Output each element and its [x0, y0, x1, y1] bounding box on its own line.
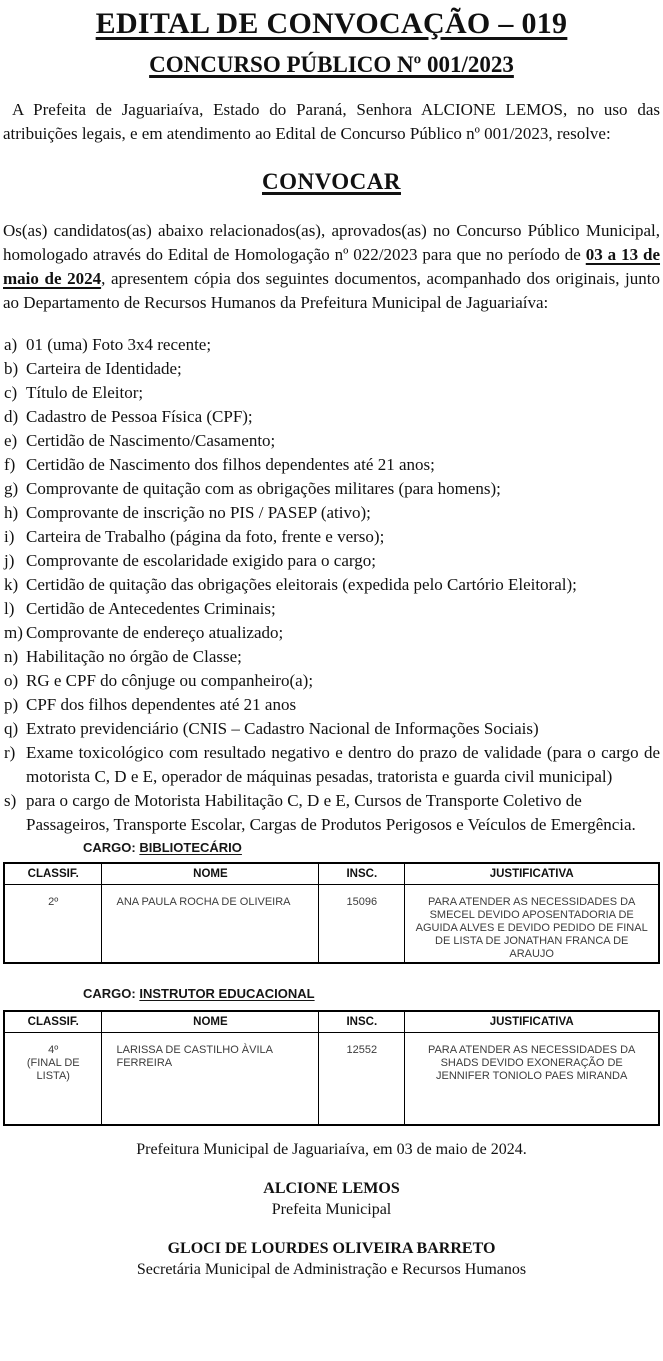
cell-classif: 4º (FINAL DE LISTA) — [4, 1033, 102, 1126]
documents-list — [3, 333, 660, 837]
cargo-heading — [83, 986, 660, 1001]
intro-paragraph: A Prefeita de Jaguariaíva, Estado do Paraná, Senhora ALCIONE LEMOS, no uso das atribuições legais, e em atendimento ao Edital de Concurso Público nº 001/2023, resolve: — [3, 100, 660, 143]
cargo-section — [3, 840, 660, 964]
list-item-letter: b) — [4, 359, 19, 378]
list-item — [3, 741, 660, 789]
cargo-section — [3, 986, 660, 1126]
cargo-table — [3, 862, 660, 964]
list-item-text: Título de Eleitor; — [26, 383, 144, 402]
convocar-heading-text: CONVOCAR — [262, 169, 401, 194]
list-item-text: Certidão de quitação das obrigações eleitorais (expedida pelo Cartório Eleitoral); — [26, 575, 577, 594]
table-row — [4, 1033, 659, 1126]
list-item-letter: l) — [4, 599, 15, 618]
list-item-text: para o cargo de Motorista Habilitação C, D e E, Cursos de Transporte Coletivo de Passageiros, Transporte Escolar, Cargas de Produtos Perigosos e Veículos de Emergência. — [26, 791, 636, 834]
list-item-text: Certidão de Antecedentes Criminais; — [26, 599, 276, 618]
column-header: JUSTIFICATIVA — [405, 863, 659, 885]
list-item-letter: f) — [4, 455, 16, 474]
list-item — [3, 645, 660, 669]
list-item — [3, 405, 660, 429]
table-header-row — [4, 863, 659, 885]
list-item-letter: q) — [4, 719, 19, 738]
list-item — [3, 501, 660, 525]
table-row — [4, 885, 659, 964]
list-item-letter: a) — [4, 335, 18, 354]
list-item — [3, 429, 660, 453]
signature-name: GLOCI DE LOURDES OLIVEIRA BARRETO — [167, 1240, 496, 1257]
list-item-letter: o) — [4, 671, 19, 690]
place-date: Prefeitura Municipal de Jaguariaíva, em 03 de maio de 2024. — [136, 1141, 527, 1158]
list-item — [3, 573, 660, 597]
list-item-letter: i) — [4, 527, 15, 546]
column-header: INSC. — [319, 863, 405, 885]
signatures — [3, 1178, 660, 1280]
column-header: NOME — [102, 1011, 319, 1033]
cell-justificativa: PARA ATENDER AS NECESSIDADES DA SMECEL DEVIDO APOSENTADORIA DE AGUIDA ALVES E DEVIDO PEDIDO DE FINAL DE LISTA DE JONATHAN FRANCA DE ARAUJO — [405, 885, 659, 964]
cargo-label: CARGO: — [83, 840, 136, 855]
list-item-text: 01 (uma) Foto 3x4 recente; — [26, 335, 212, 354]
list-item — [3, 597, 660, 621]
list-item — [3, 525, 660, 549]
list-item-text: Certidão de Nascimento/Casamento; — [26, 431, 276, 450]
column-header: NOME — [102, 863, 319, 885]
signature-block — [3, 1178, 660, 1220]
list-item — [3, 549, 660, 573]
list-item — [3, 693, 660, 717]
list-item-text: Habilitação no órgão de Classe; — [26, 647, 242, 666]
body-text-post: , apresentem cópia dos seguintes documentos, acompanhado dos originais, junto ao Departamento de Recursos Humanos da Prefeitura Municipal de Jaguariaíva: — [3, 269, 660, 312]
cargo-sections — [3, 840, 660, 1126]
list-item-text: RG e CPF do cônjuge ou companheiro(a); — [26, 671, 314, 690]
list-item — [3, 453, 660, 477]
cell-insc: 12552 — [319, 1033, 405, 1126]
list-item-text: Carteira de Trabalho (página da foto, frente e verso); — [26, 527, 385, 546]
list-item-text: Certidão de Nascimento dos filhos dependentes até 21 anos; — [26, 455, 435, 474]
convocation-period: 03 a 13 de maio de 2024 — [3, 245, 661, 288]
column-header: CLASSIF. — [4, 1011, 102, 1033]
signature-role: Secretária Municipal de Administração e Recursos Humanos — [136, 1261, 527, 1278]
column-header: INSC. — [319, 1011, 405, 1033]
list-item — [3, 669, 660, 693]
column-header: JUSTIFICATIVA — [405, 1011, 659, 1033]
cargo-name: INSTRUTOR EDUCACIONAL — [139, 986, 315, 1001]
signature-block — [3, 1238, 660, 1280]
cell-classif: 2º — [4, 885, 102, 964]
list-item — [3, 717, 660, 741]
list-item-letter: m) — [4, 623, 23, 642]
signature-name: ALCIONE LEMOS — [263, 1180, 400, 1197]
cargo-label: CARGO: — [83, 986, 136, 1001]
list-item — [3, 381, 660, 405]
list-item-letter: n) — [4, 647, 19, 666]
list-item-text: Carteira de Identidade; — [26, 359, 182, 378]
list-item — [3, 477, 660, 501]
body-text-pre: Os(as) candidatos(as) abaixo relacionados(as), aprovados(as) no Concurso Público Municipal, homologado através do Edital de Homologação nº 022/2023 para que no período de — [3, 221, 660, 264]
column-header: CLASSIF. — [4, 863, 102, 885]
list-item-text: Comprovante de quitação com as obrigações militares (para homens); — [26, 479, 501, 498]
list-item-letter: h) — [4, 503, 19, 522]
document-subtitle: CONCURSO PÚBLICO Nº 001/2023 — [149, 52, 514, 77]
cell-nome: ANA PAULA ROCHA DE OLIVEIRA — [102, 885, 319, 964]
cell-insc: 15096 — [319, 885, 405, 964]
table-header-row — [4, 1011, 659, 1033]
list-item-text: Exame toxicológico com resultado negativo e dentro do prazo de validade (para o cargo de motorista C, D e E, operador de máquinas pesadas, tratorista e guarda civil municipal) — [26, 743, 660, 786]
cell-justificativa: PARA ATENDER AS NECESSIDADES DA SHADS DEVIDO EXONERAÇÃO DE JENNIFER TONIOLO PAES MIRANDA — [405, 1033, 659, 1126]
list-item-text: Extrato previdenciário (CNIS – Cadastro Nacional de Informações Sociais) — [26, 719, 539, 738]
list-item-letter: g) — [4, 479, 19, 498]
convocar-heading — [3, 167, 660, 196]
cargo-name: BIBLIOTECÁRIO — [139, 840, 242, 855]
list-item-letter: r) — [4, 743, 16, 762]
list-item-letter: j) — [4, 551, 15, 570]
list-item-text: Cadastro de Pessoa Física (CPF); — [26, 407, 253, 426]
list-item-text: Comprovante de inscrição no PIS / PASEP (ativo); — [26, 503, 371, 522]
list-item — [3, 333, 660, 357]
document-title: EDITAL DE CONVOCAÇÃO – 019 — [95, 7, 568, 40]
list-item — [3, 357, 660, 381]
list-item-letter: p) — [4, 695, 19, 714]
cargo-table — [3, 1010, 660, 1126]
list-item-letter: c) — [4, 383, 18, 402]
cell-nome: LARISSA DE CASTILHO ÀVILA FERREIRA — [102, 1033, 319, 1126]
list-item-text: Comprovante de endereço atualizado; — [26, 623, 284, 642]
list-item — [3, 789, 660, 837]
list-item-letter: s) — [4, 791, 17, 810]
body-paragraph — [3, 219, 660, 315]
signature-role: Prefeita Municipal — [271, 1201, 392, 1218]
list-item-letter: e) — [4, 431, 18, 450]
list-item-text: CPF dos filhos dependentes até 21 anos — [26, 695, 297, 714]
list-item-letter: d) — [4, 407, 19, 426]
list-item-letter: k) — [4, 575, 19, 594]
list-item-text: Comprovante de escolaridade exigido para o cargo; — [26, 551, 376, 570]
list-item — [3, 621, 660, 645]
cargo-heading — [83, 840, 660, 855]
